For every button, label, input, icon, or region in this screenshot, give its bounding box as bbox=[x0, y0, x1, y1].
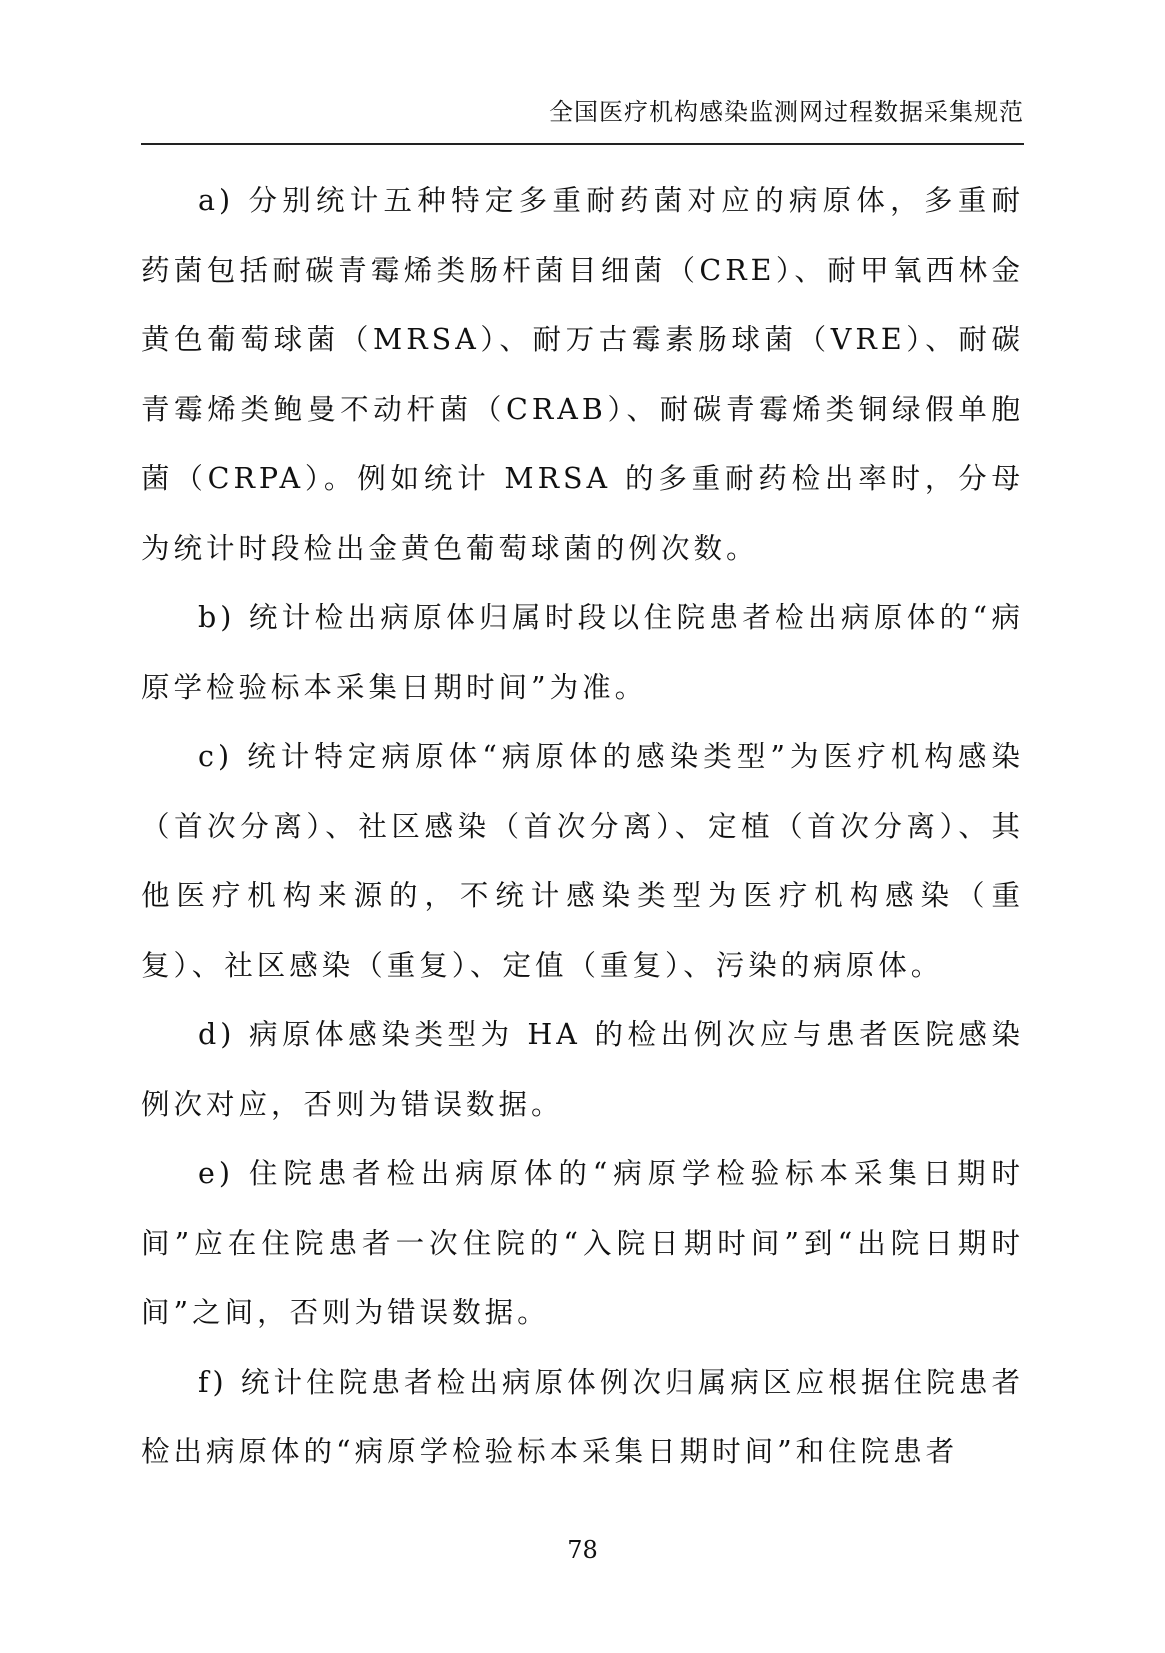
paragraph-a: a) 分别统计五种特定多重耐药菌对应的病原体，多重耐药菌包括耐碳青霉烯类肠杆菌目细菌（CRE）、耐甲氧西林金黄色葡萄球菌（MRSA）、耐万古霉素肠球菌（VRE）、耐碳青霉烯类鲍曼不动杆菌（CRAB）、耐碳青霉烯类铜绿假单胞菌（CRPA）。例如统计 MRSA 的多重耐药检出率时，分母为统计时段检出金黄色葡萄球菌的例次数。 bbox=[141, 184, 1024, 565]
paragraph-d: d) 病原体感染类型为 HA 的检出例次应与患者医院感染例次对应，否则为错误数据。 bbox=[141, 1018, 1024, 1121]
running-header-title: 全国医疗机构感染监测网过程数据采集规范 bbox=[549, 98, 1024, 126]
paragraph-c: c) 统计特定病原体“病原体的感染类型”为医疗机构感染（首次分离）、社区感染（首次分离）、定植（首次分离）、其他医疗机构来源的，不统计感染类型为医疗机构感染（重复）、社区感染（重复）、定值（重复）、污染的病原体。 bbox=[141, 740, 1024, 982]
header-divider bbox=[141, 143, 1024, 145]
page-number: 78 bbox=[567, 1536, 598, 1564]
paragraph-b: b) 统计检出病原体归属时段以住院患者检出病原体的“病原学检验标本采集日期时间”为准。 bbox=[141, 601, 1024, 704]
page-body bbox=[141, 166, 1024, 1487]
paragraph-e: e) 住院患者检出病原体的“病原学检验标本采集日期时间”应在住院患者一次住院的“入院日期时间”到“出院日期时间”之间，否则为错误数据。 bbox=[141, 1157, 1024, 1329]
paragraph-f: f) 统计住院患者检出病原体例次归属病区应根据住院患者检出病原体的“病原学检验标本采集日期时间”和住院患者 bbox=[141, 1365, 1024, 1468]
